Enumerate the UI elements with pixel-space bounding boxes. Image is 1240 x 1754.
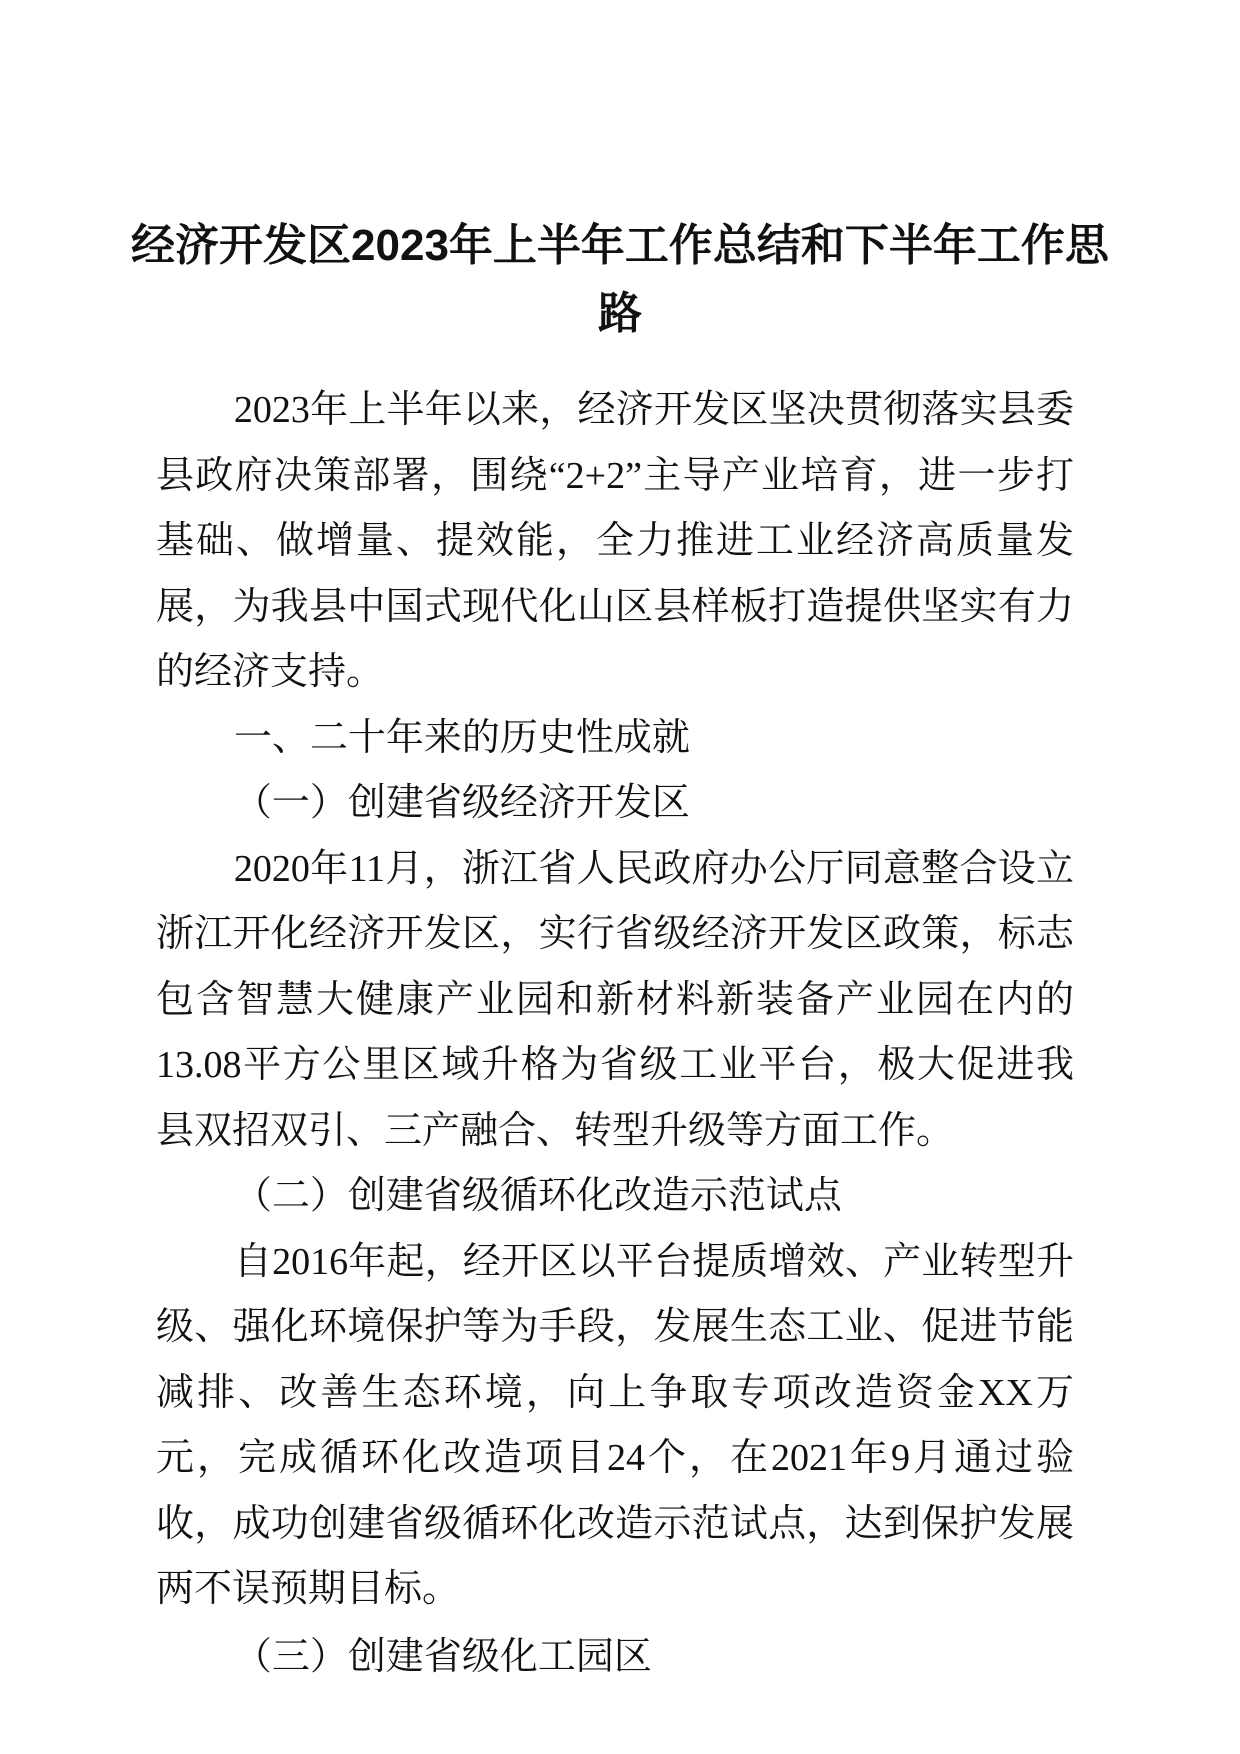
document-body [156,378,1074,1690]
subsection-heading: （二）创建省级循环化改造示范试点 [233,1175,842,1217]
intro-paragraph: 2023年上半年以来，经济开发区坚决贯彻落实县委县政府决策部署，围绕“2+2”主导产业培育，进一步打基础、做增量、提效能，全力推进工业经济高质量发展，为我县中国式现代化山区县样板打造提供坚实有力的经济支持。 [156,389,1074,693]
body-paragraph: 自2016年起，经开区以平台提质增效、产业转型升级、强化环境保护等为手段，发展生态工业、促进节能减排、改善生态环境，向上争取专项改造资金XX万元，完成循环化改造项目24个，在2021年9月通过验收，成功创建省级循环化改造示范试点，达到保护发展两不误预期目标。 [156,1240,1074,1610]
document-title: 经济开发区2023年上半年工作总结和下半年工作思路 [131,221,1109,338]
body-paragraph: 2020年11月，浙江省人民政府办公厅同意整合设立浙江开化经济开发区，实行省级经济开发区政策，标志包含智慧大健康产业园和新材料新装备产业园在内的13.08平方公里区域升格为省级工业平台，极大促进我县双招双引、三产融合、转型升级等方面工作。 [156,847,1074,1152]
subsection-heading: （三）创建省级化工园区 [233,1635,652,1678]
subsection-heading: （一）创建省级经济开发区 [233,782,690,824]
section-heading: 一、二十年来的历史性成就 [233,716,690,759]
